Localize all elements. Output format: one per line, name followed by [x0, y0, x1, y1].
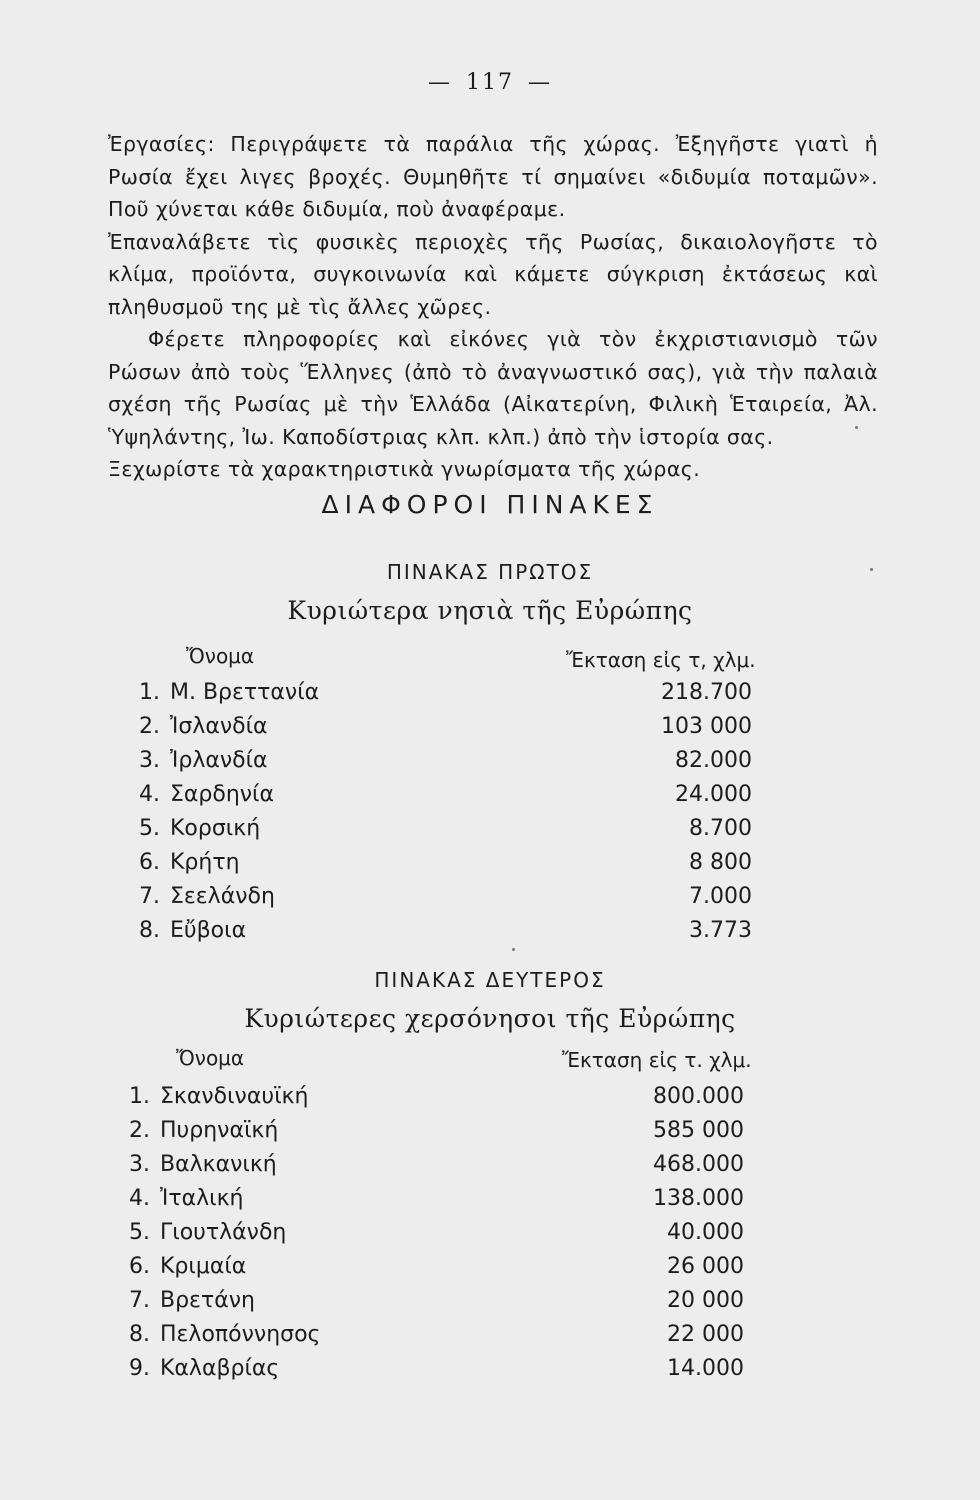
row-name: Κορσική [170, 816, 261, 841]
row-number: 4. [139, 782, 160, 807]
table-row [132, 880, 752, 914]
table-row [122, 1182, 744, 1216]
row-area: 103 000 [661, 714, 752, 739]
row-number: 6. [129, 1254, 150, 1279]
table-row [122, 1318, 744, 1352]
row-name: Κριμαία [160, 1254, 247, 1279]
paragraph-exercises: Ἐργασίες: Περιγράψετε τὰ παράλια τῆς χώρας. Ἐξηγῆστε γιατὶ ἡ Ρωσία ἔχει λιγες βροχές. Θυμηθῆτε τί σημαίνει «διδυμία ποταμῶν». Ποῦ χύνεται κάθε διδυμία, ποὺ ἀναφέραμε. [108, 132, 878, 221]
table-row [122, 1080, 744, 1114]
row-area: 26 000 [667, 1254, 744, 1279]
table2-rows [122, 1080, 744, 1386]
row-area: 3.773 [689, 918, 752, 943]
print-speck [870, 568, 873, 571]
table-row [122, 1148, 744, 1182]
row-name: Εὔβοια [170, 918, 247, 943]
row-area: 24.000 [675, 782, 752, 807]
table-row [122, 1114, 744, 1148]
paragraph-distinguish: Ξεχωρίστε τὰ χαρακτηριστικὰ γνωρίσματα τῆς χώρας. [108, 457, 701, 481]
row-number: 4. [129, 1186, 150, 1211]
row-area: 585 000 [653, 1118, 744, 1143]
row-name: Ἰταλική [160, 1186, 244, 1211]
table-row [122, 1216, 744, 1250]
row-area: 218.700 [661, 680, 752, 705]
row-name: Γιουτλάνδη [160, 1220, 287, 1245]
table2-heading: ΠΙΝΑΚΑΣ ΔΕΥΤΕΡΟΣ [374, 968, 606, 992]
table-row [132, 744, 752, 778]
row-area: 468.000 [653, 1152, 744, 1177]
table-row [132, 676, 752, 710]
row-area: 14.000 [667, 1356, 744, 1381]
table-row [122, 1284, 744, 1318]
row-number: 5. [139, 816, 160, 841]
row-number: 9. [129, 1356, 150, 1381]
table2-col-area-header: Ἔκταση εἰς τ. χλμ. [562, 1048, 752, 1072]
row-number: 1. [129, 1084, 150, 1109]
row-name: Πελοπόννησος [160, 1322, 321, 1347]
section-title: ΔΙΑΦΟΡΟΙ ΠΙΝΑΚΕΣ [321, 490, 659, 519]
table-row [122, 1250, 744, 1284]
table-row [132, 778, 752, 812]
row-name: Σεελάνδη [170, 884, 275, 909]
row-name: Μ. Βρεττανία [170, 680, 320, 705]
table1-title: Κυριώτερα νησιὰ τῆς Εὐρώπης [287, 596, 693, 625]
row-area: 8.700 [689, 816, 752, 841]
row-area: 800.000 [653, 1084, 744, 1109]
row-name: Ἰσλανδία [170, 714, 268, 739]
row-name: Καλαβρίας [160, 1356, 280, 1381]
row-number: 3. [129, 1152, 150, 1177]
row-name: Βαλκανική [160, 1152, 277, 1177]
page-number-value: 117 [466, 70, 514, 95]
row-area: 138.000 [653, 1186, 744, 1211]
row-name: Πυρηναϊκή [160, 1118, 279, 1143]
table-row [132, 812, 752, 846]
paragraph-information: Φέρετε πληροφορίες καὶ εἰκόνες γιὰ τὸν ἐκχριστιανισμὸ τῶν Ρώσων ἀπὸ τοὺς Ἕλληνες (ἀπὸ τὸ ἀναγνωστικό σας), γιὰ τὴν παλαιὰ σχέση τῆς Ρωσίας μὲ τὴν Ἑλλάδα (Αἰκατερίνη, Φιλικὴ Ἑταιρεία, Ἀλ. Ὑψηλάντης, Ἰω. Καποδίστριας κλπ. κλπ.) ἀπὸ τὴν ἱστορία σας. [108, 327, 878, 449]
row-name: Ἰρλανδία [170, 748, 268, 773]
page-number-dash-right: — [528, 70, 552, 95]
row-area: 40.000 [667, 1220, 744, 1245]
table-row [132, 846, 752, 880]
row-number: 7. [139, 884, 160, 909]
row-area: 22 000 [667, 1322, 744, 1347]
print-speck [855, 426, 858, 429]
row-name: Κρήτη [170, 850, 240, 875]
table-row [132, 710, 752, 744]
table-row [122, 1352, 744, 1386]
exercise-text [108, 128, 878, 486]
row-area: 20 000 [667, 1288, 744, 1313]
row-area: 82.000 [675, 748, 752, 773]
row-number: 1. [139, 680, 160, 705]
table2-col-name-header: Ὄνομα [176, 1046, 245, 1070]
row-number: 6. [139, 850, 160, 875]
table-row [132, 914, 752, 948]
row-number: 3. [139, 748, 160, 773]
row-number: 8. [139, 918, 160, 943]
row-area: 8 800 [689, 850, 752, 875]
page-number-dash-left: — [428, 70, 452, 95]
table1-heading: ΠΙΝΑΚΑΣ ΠΡΩΤΟΣ [386, 560, 594, 584]
page-number [0, 70, 980, 95]
row-area: 7.000 [689, 884, 752, 909]
row-number: 2. [129, 1118, 150, 1143]
row-number: 2. [139, 714, 160, 739]
row-name: Σαρδηνία [170, 782, 275, 807]
row-number: 5. [129, 1220, 150, 1245]
table1-col-name-header: Ὄνομα [186, 644, 255, 668]
table2-title: Κυριώτερες χερσόνησοι τῆς Εὐρώπης [244, 1004, 736, 1033]
table1-col-area-header: Ἔκταση εἰς τ, χλμ. [566, 648, 756, 672]
row-number: 7. [129, 1288, 150, 1313]
table1-rows [132, 676, 752, 948]
row-number: 8. [129, 1322, 150, 1347]
row-name: Βρετάνη [160, 1288, 255, 1313]
print-speck [512, 948, 515, 951]
row-name: Σκανδιναυϊκή [160, 1084, 309, 1109]
paragraph-repeat: Ἐπαναλάβετε τὶς φυσικὲς περιοχὲς τῆς Ρωσίας, δικαιολογῆστε τὸ κλίμα, προϊόντα, συγκοινωνία καὶ κάμετε σύγκριση ἐκτάσεως καὶ πληθυσμοῦ της μὲ τὶς ἄλλες χῶρες. [108, 229, 878, 319]
